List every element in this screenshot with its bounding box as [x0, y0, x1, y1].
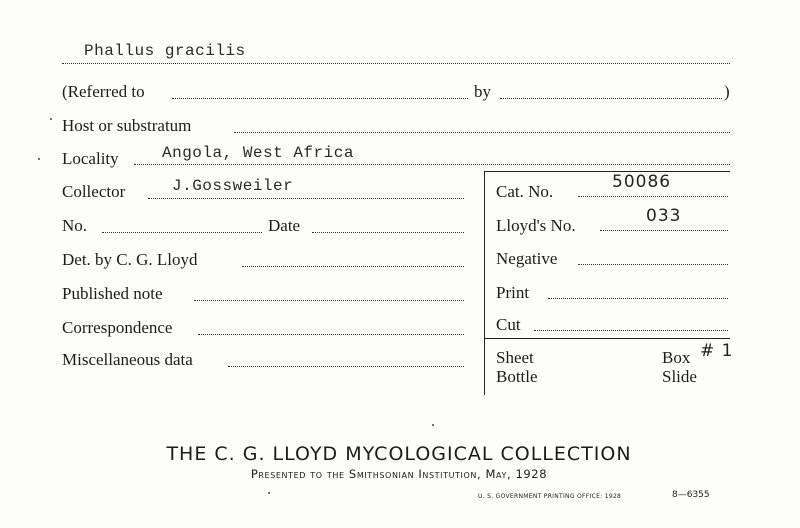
locality-label: Locality	[62, 149, 119, 168]
by-label: by	[474, 82, 491, 101]
cat-value: 50086	[612, 172, 672, 192]
cut-label: Cut	[496, 315, 521, 334]
no-label: No.	[62, 216, 88, 235]
scan-speck	[268, 492, 270, 494]
locality-line	[134, 164, 730, 165]
printing-office: U. S. GOVERNMENT PRINTING OFFICE: 1928	[478, 493, 622, 500]
cat-label: Cat. No.	[496, 182, 554, 201]
cut-line	[534, 330, 728, 331]
species-name: Phallus gracilis	[84, 42, 246, 60]
sheet-label: Sheet	[496, 348, 534, 367]
species-line	[62, 63, 730, 64]
print-label: Print	[496, 283, 530, 302]
collector-label: Collector	[62, 182, 126, 201]
published-label: Published note	[62, 284, 163, 303]
cat-line	[578, 196, 728, 197]
lloyd-label: Lloyd's No.	[496, 216, 576, 235]
correspondence-label: Correspondence	[62, 318, 173, 337]
scan-speck	[432, 424, 434, 426]
collection-title: THE C. G. LLOYD MYCOLOGICAL COLLECTION	[166, 443, 632, 465]
collector-line	[148, 198, 464, 199]
lloyd-line	[600, 230, 728, 231]
print-line	[548, 298, 728, 299]
box-label: Box	[662, 348, 691, 367]
close-paren: )	[724, 82, 730, 101]
negative-line	[578, 264, 728, 265]
scan-speck	[38, 158, 40, 160]
published-line	[194, 300, 464, 301]
by-line	[500, 98, 722, 99]
det-line	[242, 266, 464, 267]
no-line	[102, 232, 262, 233]
referred-label: (Referred to	[62, 82, 145, 101]
box-top-border	[484, 171, 730, 172]
date-label: Date	[268, 216, 301, 235]
correspondence-line	[198, 334, 464, 335]
slide-label: Slide	[662, 367, 697, 386]
box-divider	[484, 338, 730, 339]
misc-label: Miscellaneous data	[62, 350, 193, 369]
date-line	[312, 232, 464, 233]
misc-line	[228, 366, 464, 367]
collector-value: J.Gossweiler	[172, 177, 294, 195]
form-number: 8—6355	[672, 490, 710, 500]
collection-subtitle: Presented to the Smithsonian Institution, May, 1928	[250, 467, 548, 481]
det-label: Det. by C. G. Lloyd	[62, 250, 198, 269]
box-left-border	[484, 171, 485, 395]
host-line	[234, 132, 730, 133]
negative-label: Negative	[496, 249, 558, 268]
scan-speck	[50, 118, 52, 120]
host-label: Host or substratum	[62, 116, 192, 135]
box-value: # 1	[700, 341, 734, 361]
locality-value: Angola, West Africa	[162, 144, 354, 162]
bottle-label: Bottle	[496, 367, 538, 386]
lloyd-value: 033	[646, 206, 682, 226]
referred-line	[172, 98, 468, 99]
